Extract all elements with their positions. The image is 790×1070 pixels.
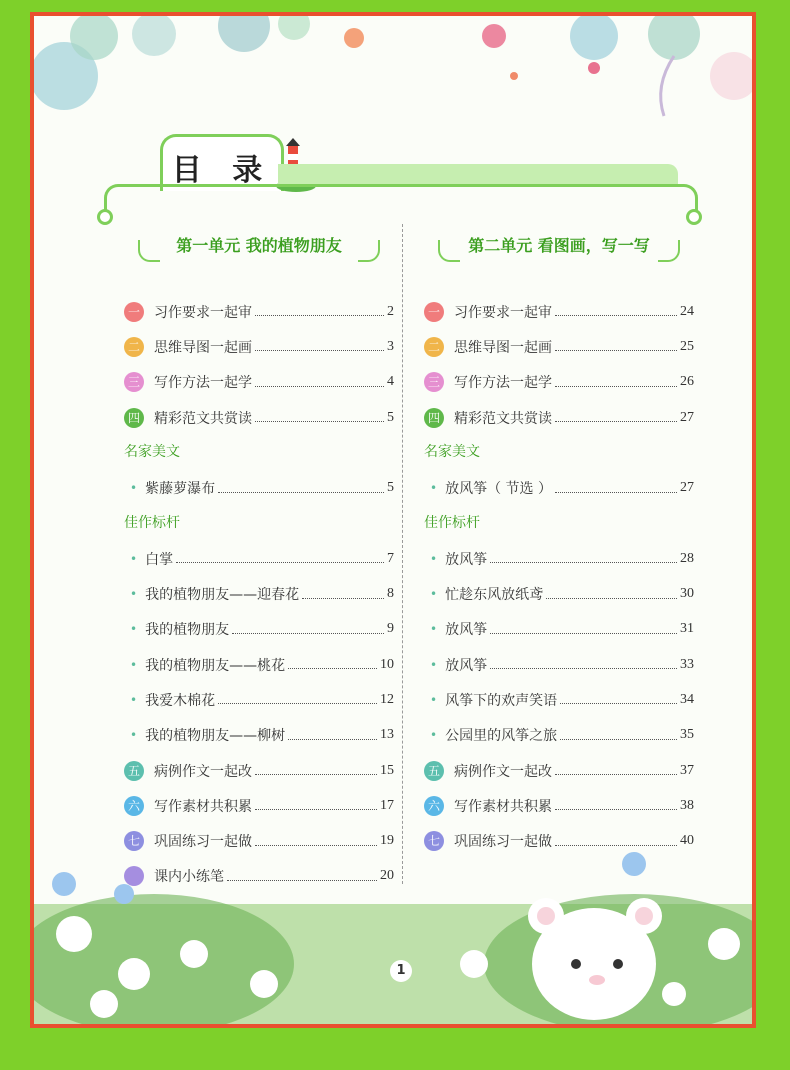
dot-leader (555, 421, 677, 422)
toc-entry-label: 巩固练习一起做 (454, 834, 552, 851)
toc-entry-label: 我的植物朋友——柳树 (145, 728, 286, 745)
toc-entry-number-badge: 三 (424, 372, 444, 392)
dot-leader (232, 633, 384, 634)
toc-subentry[interactable] (124, 541, 394, 576)
toc-page-number: 30 (680, 586, 694, 602)
dot-leader (490, 562, 677, 563)
toc-subentry[interactable] (124, 647, 394, 682)
column-divider (402, 224, 403, 884)
toc-entry[interactable] (124, 365, 394, 400)
toc-entry-label: 写作素材共积累 (454, 798, 552, 815)
toc-entry-label: 我爱木棉花 (145, 692, 216, 709)
toc-page-number: 8 (387, 586, 394, 602)
unit-2-list (424, 294, 694, 859)
toc-subentry[interactable] (424, 612, 694, 647)
toc-page-number: 17 (380, 797, 394, 813)
toc-page-number: 20 (380, 868, 394, 884)
unit-2-column (424, 226, 694, 859)
bullet-icon: • (430, 481, 438, 496)
toc-subentry[interactable] (124, 718, 394, 753)
toc-entry-number-badge: 四 (124, 408, 144, 428)
toc-entry-number-badge: 七 (424, 831, 444, 851)
toc-subentry[interactable] (424, 576, 694, 611)
toc-entry[interactable] (124, 753, 394, 788)
toc-entry-number-badge: 七 (124, 831, 144, 851)
toc-entry[interactable] (424, 294, 694, 329)
unit-2-title-box (424, 226, 694, 266)
toc-page-number: 24 (680, 303, 694, 319)
dot-leader (218, 492, 384, 493)
toc-entry-number-badge: 三 (124, 372, 144, 392)
toc-page-number: 9 (387, 621, 394, 637)
dot-leader (555, 315, 677, 316)
frame-dot-right (686, 209, 702, 225)
toc-page-number: 10 (380, 656, 394, 672)
dot-leader (255, 315, 384, 316)
dot-leader (255, 386, 384, 387)
dot-leader (555, 492, 677, 493)
toc-page-number: 2 (387, 303, 394, 319)
toc-entry-label: 紫藤萝瀑布 (145, 481, 216, 498)
toc-page-number: 28 (680, 550, 694, 566)
toc-page-number: 25 (680, 338, 694, 354)
toc-page-number: 37 (680, 762, 694, 778)
toc-entry-label: 白掌 (145, 551, 174, 568)
toc-entry-label: 思维导图一起画 (154, 339, 252, 356)
toc-entry-label: 精彩范文共赏读 (454, 410, 552, 427)
toc-entry-number-badge: 二 (124, 337, 144, 357)
dot-leader (490, 633, 677, 634)
toc-section-heading: 名家美文 (424, 444, 480, 461)
dot-leader (255, 350, 384, 351)
toc-entry[interactable] (124, 329, 394, 364)
toc-page-number: 38 (680, 797, 694, 813)
bullet-icon: • (130, 657, 138, 672)
bullet-icon: • (130, 622, 138, 637)
toc-subentry[interactable] (124, 576, 394, 611)
toc-page-number: 27 (680, 409, 694, 425)
unit-2-title: 第二单元 看图画，写一写 (468, 236, 650, 255)
toc-entry-number-badge: 二 (424, 337, 444, 357)
bullet-icon: • (430, 692, 438, 707)
bullet-icon: • (430, 657, 438, 672)
toc-entry[interactable] (424, 400, 694, 435)
toc-page-number: 5 (387, 480, 394, 496)
dot-leader (560, 739, 677, 740)
toc-entry[interactable] (424, 329, 694, 364)
toc-entry-number-badge: 五 (124, 761, 144, 781)
title-banner-bar (278, 164, 678, 186)
toc-entry-number-badge: 一 (124, 302, 144, 322)
toc-page-number: 33 (680, 656, 694, 672)
toc-entry-label: 巩固练习一起做 (154, 834, 252, 851)
dot-leader (555, 350, 677, 351)
toc-entry-label: 忙趁东风放纸鸢 (445, 587, 544, 604)
dot-leader (288, 739, 377, 740)
toc-entry-label: 公园里的风筝之旅 (445, 728, 558, 745)
toc-page (34, 16, 752, 1024)
toc-subentry[interactable] (424, 682, 694, 717)
dot-leader (555, 809, 677, 810)
toc-subentry[interactable] (424, 541, 694, 576)
toc-entry[interactable] (424, 753, 694, 788)
toc-entry-label: 放风筝 (445, 622, 488, 639)
toc-page-number: 27 (680, 480, 694, 496)
toc-entry-label: 习作要求一起审 (154, 304, 252, 321)
dot-leader (302, 598, 384, 599)
toc-page-number: 5 (387, 409, 394, 425)
bullet-icon: • (130, 481, 138, 496)
page-number: 1 (390, 960, 412, 982)
toc-page-number: 13 (380, 727, 394, 743)
dot-leader (490, 668, 677, 669)
dot-leader (218, 703, 377, 704)
toc-entry-label: 精彩范文共赏读 (154, 410, 252, 427)
toc-entry-label: 习作要求一起审 (454, 304, 552, 321)
toc-section-heading: 名家美文 (124, 444, 180, 461)
toc-section-heading: 佳作标杆 (124, 514, 180, 531)
unit-1-title: 第一单元 我的植物朋友 (176, 236, 342, 255)
toc-subentry[interactable] (424, 647, 694, 682)
unit-1-column (124, 226, 394, 894)
toc-entry-label: 思维导图一起画 (454, 339, 552, 356)
unit-1-list (124, 294, 394, 894)
dot-leader (255, 774, 377, 775)
toc-subentry[interactable] (124, 612, 394, 647)
toc-entry[interactable] (424, 365, 694, 400)
frame-dot-left (97, 209, 113, 225)
toc-entry-label: 放风筝（ 节选 ） (445, 481, 552, 498)
toc-entry-number-badge: 一 (424, 302, 444, 322)
bullet-icon: • (130, 728, 138, 743)
toc-entry[interactable] (124, 294, 394, 329)
dot-leader (255, 421, 384, 422)
toc-page-number: 7 (387, 550, 394, 566)
toc-entry-label: 我的植物朋友 (145, 622, 230, 639)
dot-leader (560, 703, 677, 704)
toc-page-number: 12 (380, 691, 394, 707)
dot-leader (255, 809, 377, 810)
toc-subentry[interactable] (124, 470, 394, 505)
toc-page-number: 19 (380, 833, 394, 849)
toc-entry-number-badge: 六 (124, 796, 144, 816)
toc-entry-label: 写作方法一起学 (454, 375, 552, 392)
toc-entry-label: 病例作文一起改 (454, 763, 552, 780)
floral-bottom-decoration (34, 814, 752, 1024)
toc-entry-label: 写作方法一起学 (154, 375, 252, 392)
toc-entry-label: 写作素材共积累 (154, 798, 252, 815)
bullet-icon: • (430, 622, 438, 637)
toc-title: 目 录 (171, 153, 273, 188)
toc-subentry[interactable] (424, 470, 694, 505)
toc-subentry[interactable] (424, 718, 694, 753)
toc-title-tab (160, 134, 284, 191)
bullet-icon: • (130, 587, 138, 602)
dot-leader (546, 598, 677, 599)
floral-top-decoration (34, 16, 752, 136)
toc-page-number: 26 (680, 374, 694, 390)
toc-entry-label: 我的植物朋友——迎春花 (145, 587, 300, 604)
bullet-icon: • (130, 692, 138, 707)
toc-page-number: 40 (680, 833, 694, 849)
toc-subentry[interactable] (124, 682, 394, 717)
toc-page-number: 4 (387, 374, 394, 390)
bullet-icon: • (430, 551, 438, 566)
toc-entry-number-badge: 五 (424, 761, 444, 781)
dot-leader (555, 386, 677, 387)
toc-entry-number-badge: 六 (424, 796, 444, 816)
bullet-icon: • (130, 551, 138, 566)
toc-entry[interactable] (124, 400, 394, 435)
unit-1-title-box (124, 226, 394, 266)
toc-page-number: 15 (380, 762, 394, 778)
toc-page-number: 3 (387, 338, 394, 354)
toc-entry-number-badge: 四 (424, 408, 444, 428)
toc-entry-label: 课内小练笔 (154, 869, 224, 886)
toc-page-number: 35 (680, 727, 694, 743)
toc-entry-label: 放风筝 (445, 657, 488, 674)
dot-leader (288, 668, 377, 669)
toc-page-number: 34 (680, 691, 694, 707)
toc-entry-label: 我的植物朋友——桃花 (145, 657, 286, 674)
dot-leader (555, 774, 677, 775)
title-frame-line (104, 184, 698, 214)
bullet-icon: • (430, 728, 438, 743)
toc-section-heading: 佳作标杆 (424, 514, 480, 531)
toc-entry-label: 风筝下的欢声笑语 (445, 692, 558, 709)
page-frame (30, 12, 756, 1028)
toc-page-number: 31 (680, 621, 694, 637)
toc-entry-label: 放风筝 (445, 551, 488, 568)
bullet-icon: • (430, 587, 438, 602)
dot-leader (176, 562, 384, 563)
toc-entry-label: 病例作文一起改 (154, 763, 252, 780)
